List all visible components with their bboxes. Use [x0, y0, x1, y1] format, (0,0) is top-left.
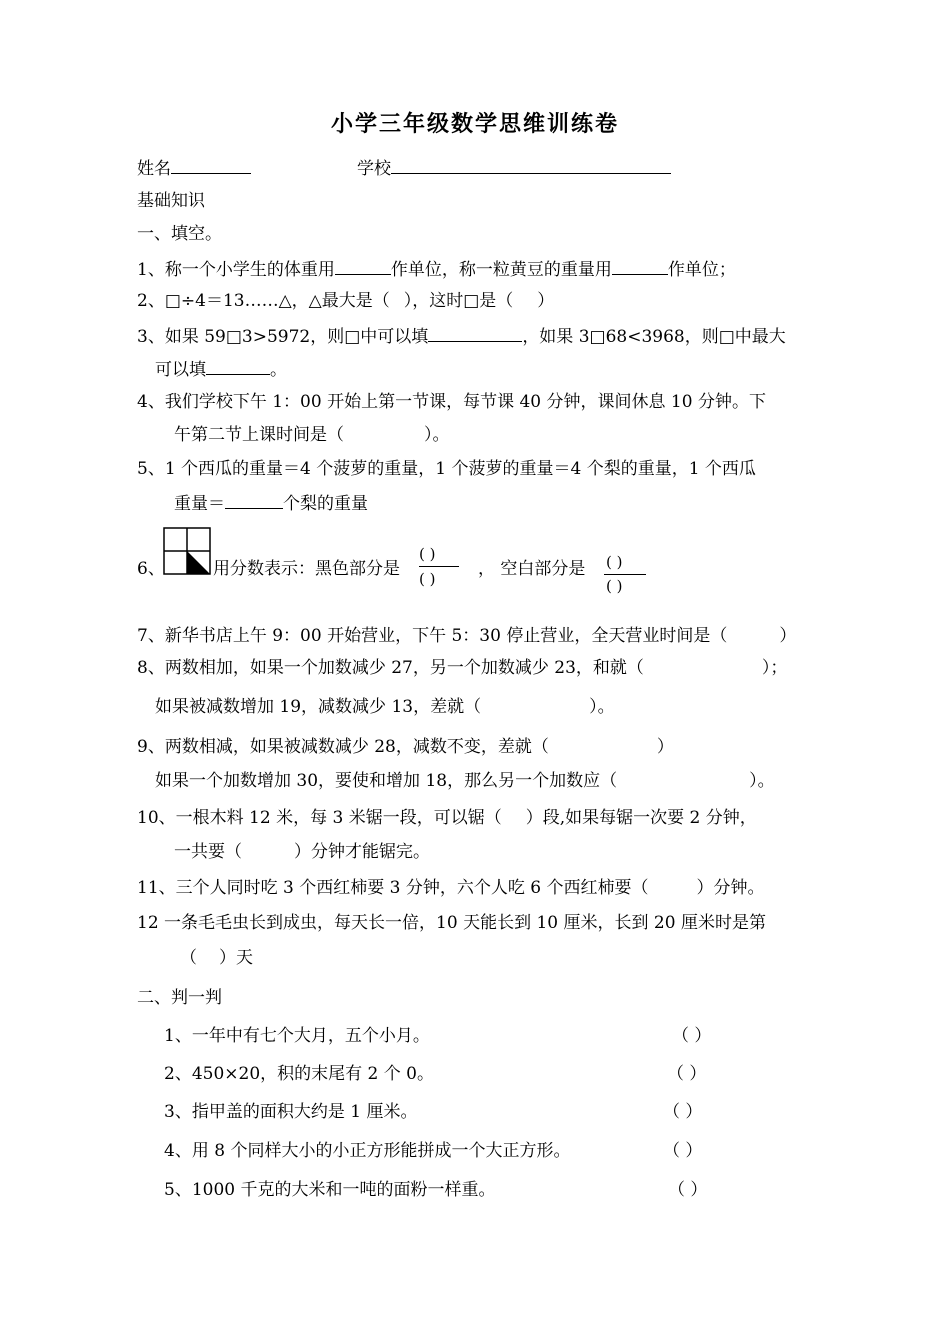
question-6-text-b: ， 空白部分是 [478, 559, 586, 579]
q12-text-c: ）天 [219, 948, 253, 968]
fraction-white-bar [604, 574, 646, 575]
q2-text-b: ），这时□是（ [403, 291, 514, 311]
q7-text-b: ） [779, 626, 797, 646]
q9-text-d: ）。 [749, 771, 775, 791]
judge-item-5-paren[interactable]: （ ） [668, 1180, 708, 1200]
question-5: 5、1 个西瓜的重量＝4 个菠萝的重量，1 个菠萝的重量＝4 个梨的重量，1 个西瓜 [137, 459, 756, 479]
q10-text-d: ）分钟才能锯完。 [294, 842, 430, 862]
question-10-cont [174, 841, 430, 863]
judge-item-4-paren[interactable]: （ ） [663, 1141, 703, 1161]
question-8-cont [155, 696, 615, 718]
judge-item-2-paren[interactable]: （ ） [667, 1064, 707, 1084]
judge-item-4-text: 4、用 8 个同样大小的小正方形能拼成一个大正方形。 [164, 1141, 571, 1161]
q4-text-c: ）。 [424, 425, 450, 445]
fraction-black-bar [419, 566, 459, 567]
q4-text-b: 午第二节上课时间是（ [174, 425, 344, 445]
q2-text-a: 2、□÷4＝13……△，△最大是（ [137, 291, 390, 311]
q1-text-a: 1、称一个小学生的体重用 [137, 260, 335, 280]
school-blank[interactable] [391, 156, 671, 174]
q5-text-c: 个梨的重量 [283, 494, 368, 514]
question-7 [137, 625, 796, 647]
question-8 [137, 657, 787, 679]
q10-text-a: 10、一根木料 12 米，每 3 米锯一段，可以锯（ [137, 808, 502, 828]
q3-blank-2[interactable] [206, 357, 270, 375]
q3-text-b: ，如果 3□68<3968，则□中最大 [522, 327, 786, 347]
question-6-num: 6、 [137, 559, 165, 579]
q3-text-c: 可以填 [155, 360, 206, 380]
section-basic: 基础知识 [137, 191, 205, 211]
q2-text-c: ） [537, 291, 555, 311]
q11-text-b: ）分钟。 [696, 878, 765, 898]
q1-blank-1[interactable] [335, 257, 391, 275]
fraction-black-denominator[interactable]: ( ) [419, 570, 436, 588]
school-label: 学校 [357, 159, 391, 179]
q1-text-b: 作单位，称一粒黄豆的重量用 [390, 260, 612, 280]
q8-text-d: ）。 [589, 697, 615, 717]
q8-text-b: ）； [761, 658, 788, 678]
judge-item-1-paren[interactable]: （ ） [672, 1026, 712, 1046]
q5-text-b: 重量＝ [174, 494, 225, 514]
q5-blank[interactable] [225, 491, 283, 509]
fraction-white [604, 553, 646, 597]
q3-text-d: 。 [270, 360, 287, 380]
q9-text-b: ） [656, 737, 674, 757]
q8-text-c: 如果被减数增加 19，减数减少 13，差就（ [155, 697, 482, 717]
q11-text-a: 11、三个人同时吃 3 个西红柿要 3 分钟，六个人吃 6 个西红柿要（ [137, 878, 649, 898]
question-9-cont [155, 770, 775, 792]
question-4: 4、我们学校下午 1：00 开始上第一节课，每节课 40 分钟，课间休息 10 分钟。下 [137, 392, 766, 412]
q3-blank-1[interactable] [428, 324, 522, 342]
question-4-cont [174, 424, 450, 446]
page-title: 小学三年级数学思维训练卷 [330, 112, 619, 137]
question-12: 12 一条毛毛虫长到成虫，每天长一倍，10 天能长到 10 厘米，长到 20 厘米时是第 [137, 913, 766, 933]
question-3 [137, 324, 786, 348]
fraction-black [419, 545, 459, 589]
name-line [137, 156, 251, 180]
school-line [357, 156, 671, 180]
fraction-black-numerator[interactable]: ( ) [419, 545, 436, 563]
q10-text-c: 一共要（ [174, 842, 242, 862]
q3-text-a: 3、如果 59□3>5972，则□中可以填 [137, 327, 429, 347]
judge-item-3-paren[interactable]: （ ） [663, 1102, 703, 1122]
question-12-cont [180, 947, 253, 969]
judge-item-1-text: 1、一年中有七个大月，五个小月。 [164, 1026, 430, 1046]
question-9 [137, 736, 674, 758]
q7-text-a: 7、新华书店上午 9：00 开始营业，下午 5：30 停止营业，全天营业时间是（ [137, 626, 728, 646]
question-6-text: 用分数表示：黑色部分是 [213, 559, 400, 579]
q9-text-c: 如果一个加数增加 30，要使和增加 18，那么另一个加数应（ [155, 771, 618, 791]
judge-item-5-text: 5、1000 千克的大米和一吨的面粉一样重。 [164, 1180, 496, 1200]
question-10 [137, 807, 757, 829]
name-blank[interactable] [171, 156, 251, 174]
fraction-white-denominator[interactable]: ( ) [606, 577, 623, 595]
section-judge: 二、判一判 [137, 988, 222, 1008]
question-3-cont [155, 357, 287, 381]
q12-text-b: （ [180, 948, 197, 968]
question-2 [137, 290, 554, 312]
judge-item-2-text: 2、450×20，积的末尾有 2 个 0。 [164, 1064, 434, 1084]
question-11 [137, 877, 765, 899]
square-grid-figure [163, 527, 213, 577]
q8-text-a: 8、两数相加，如果一个加数减少 27，另一个加数减少 23，和就（ [137, 658, 644, 678]
fraction-white-numerator[interactable]: ( ) [606, 553, 623, 571]
q1-text-c: 作单位； [667, 260, 736, 280]
q10-text-b: ）段,如果每锯一次要 2 分钟， [525, 808, 757, 828]
q9-text-a: 9、两数相减，如果被减数减少 28，减数不变，差就（ [137, 737, 549, 757]
q1-blank-2[interactable] [612, 257, 668, 275]
section-fill: 一、填空。 [137, 224, 222, 244]
question-5-cont [174, 491, 368, 515]
name-label: 姓名 [137, 159, 171, 179]
judge-item-3-text: 3、指甲盖的面积大约是 1 厘米。 [164, 1102, 418, 1122]
question-1 [137, 257, 736, 281]
